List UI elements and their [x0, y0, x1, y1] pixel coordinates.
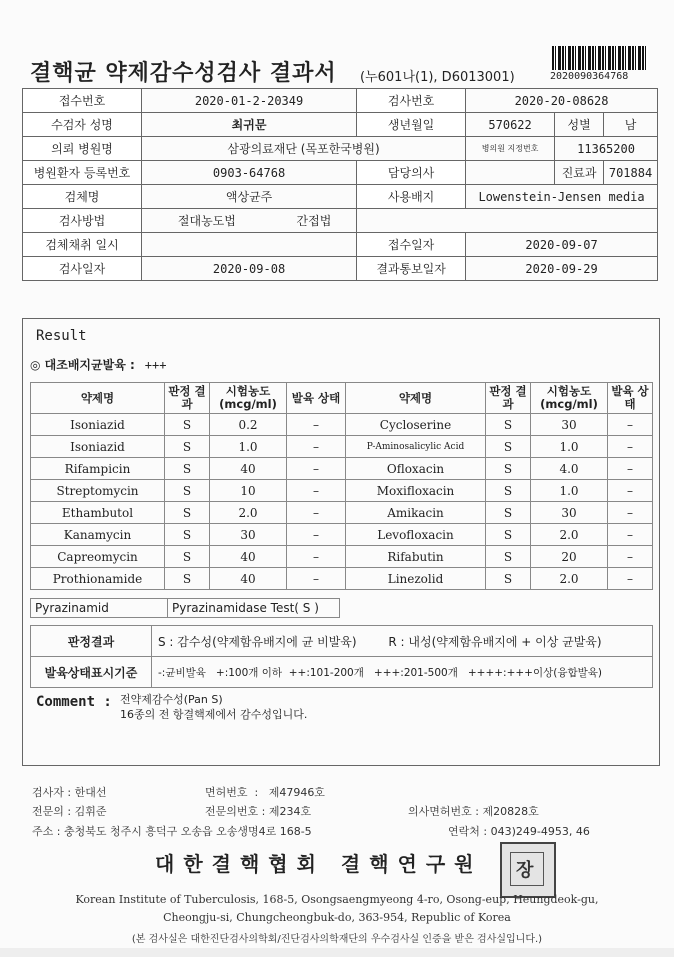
specimen-value: 액상균주	[142, 185, 357, 209]
collect-date-label: 검체채취 일시	[23, 233, 142, 257]
left-drug-cell: Isoniazid	[31, 436, 165, 458]
reg-no-label: 병원환자 등록번호	[23, 161, 142, 185]
right-growth-cell: –	[608, 414, 653, 436]
control-growth	[30, 356, 166, 373]
criteria-s: S : 감수성(약제함유배지에 균 비발육)	[158, 634, 357, 649]
right-drug-cell: Ofloxacin	[346, 458, 486, 480]
dept-value: 701884	[604, 161, 658, 185]
drug-row	[31, 524, 653, 546]
right-conc-cell: 2.0	[531, 568, 608, 590]
control-growth-label: ◎ 대조배지균발육 :	[30, 358, 135, 372]
right-growth-cell: –	[608, 480, 653, 502]
drug-row	[31, 502, 653, 524]
right-judge-cell: S	[486, 502, 531, 524]
right-drug-cell: Cycloserine	[346, 414, 486, 436]
left-judge-cell: S	[165, 414, 210, 436]
criteria-label: 판정결과	[31, 626, 152, 657]
media-label: 사용배지	[357, 185, 466, 209]
right-growth-cell: –	[608, 546, 653, 568]
right-drug-cell: Moxifloxacin	[346, 480, 486, 502]
dept-label: 진료과	[555, 161, 604, 185]
left-growth-cell: –	[287, 414, 346, 436]
left-judge-cell: S	[165, 568, 210, 590]
left-judge-cell: S	[165, 546, 210, 568]
test-no-label: 검사번호	[357, 89, 466, 113]
document-title: 결핵균 약제감수성검사 결과서	[30, 61, 337, 86]
criteria-r: R : 내성(약제함유배지에 + 이상 균발육)	[388, 634, 602, 649]
english-address-line-2: Cheongju-si, Chungcheongbuk-do, 363-954, Republic of Korea	[163, 911, 511, 924]
left-drug-cell: Capreomycin	[31, 546, 165, 568]
header-drug-left: 약제명	[31, 383, 165, 414]
method-label: 검사방법	[23, 209, 142, 233]
bottom-edge	[0, 948, 674, 957]
right-growth-cell: –	[608, 568, 653, 590]
left-conc-cell: 40	[210, 458, 287, 480]
method-blank	[357, 209, 658, 233]
receive-date-value: 2020-09-07	[466, 233, 658, 257]
comment-line-2: 16종의 전 항결핵제에서 감수성입니다.	[120, 708, 308, 721]
left-judge-cell: S	[165, 436, 210, 458]
left-conc-cell: 10	[210, 480, 287, 502]
right-judge-cell: S	[486, 414, 531, 436]
hospital-label: 의뢰 병원명	[23, 137, 142, 161]
drug-row	[31, 458, 653, 480]
left-conc-cell: 1.0	[210, 436, 287, 458]
right-drug-cell: Rifabutin	[346, 546, 486, 568]
pza-value: Pyrazinamidase Test( S )	[168, 599, 340, 618]
receive-date-label: 접수일자	[357, 233, 466, 257]
patient-name-value: 최귀문	[142, 113, 357, 137]
header-growth-right: 발육 상태	[608, 383, 653, 414]
right-judge-cell: S	[486, 458, 531, 480]
doctor-license-no: 의사면허번호 : 제20828호	[408, 805, 539, 818]
specialist: 전문의 : 김휘준	[32, 805, 107, 818]
hospital-value: 삼광의료재단 (목포한국병원)	[142, 137, 466, 161]
right-drug-cell: Levofloxacin	[346, 524, 486, 546]
left-growth-cell: –	[287, 546, 346, 568]
drug-susceptibility-table	[30, 382, 653, 590]
contact: 연락처 : 043)249-4953, 46	[448, 825, 590, 838]
sex-value: 남	[604, 113, 658, 137]
sex-label: 성별	[555, 113, 604, 137]
barcode-number: 2020090364768	[550, 71, 629, 82]
specialist-no: 전문의번호 : 제234호	[205, 805, 312, 818]
left-drug-cell: Prothionamide	[31, 568, 165, 590]
report-date-value: 2020-09-29	[466, 257, 658, 281]
left-drug-cell: Ethambutol	[31, 502, 165, 524]
patient-name-label: 수검자 성명	[23, 113, 142, 137]
dob-value: 570622	[466, 113, 555, 137]
growth-criteria-text: -:균비발육 +:100개 이하 ++:101-200개 +++:201-500개 ++++:+++이상(융합발육)	[152, 657, 653, 688]
left-growth-cell: –	[287, 436, 346, 458]
official-seal	[500, 842, 556, 898]
left-drug-cell: Kanamycin	[31, 524, 165, 546]
left-growth-cell: –	[287, 524, 346, 546]
header-conc-left: 시험농도 (mcg/ml)	[210, 383, 287, 414]
receipt-no-label: 접수번호	[23, 89, 142, 113]
collect-date-value	[142, 233, 357, 257]
right-judge-cell: S	[486, 524, 531, 546]
left-growth-cell: –	[287, 568, 346, 590]
right-judge-cell: S	[486, 480, 531, 502]
control-growth-value: +++	[144, 358, 167, 372]
drug-row	[31, 546, 653, 568]
certification-note: (본 검사실은 대한진단검사의학회/진단검사의학재단의 우수검사실 인증을 받은 검사실입니다.)	[131, 934, 543, 945]
right-conc-cell: 30	[531, 414, 608, 436]
right-conc-cell: 1.0	[531, 436, 608, 458]
left-conc-cell: 30	[210, 524, 287, 546]
right-conc-cell: 1.0	[531, 480, 608, 502]
left-growth-cell: –	[287, 480, 346, 502]
right-growth-cell: –	[608, 458, 653, 480]
header-judge-left: 판정 결과	[165, 383, 210, 414]
right-growth-cell: –	[608, 502, 653, 524]
growth-criteria-label: 발육상태표시기준	[31, 657, 152, 688]
specimen-label: 검체명	[23, 185, 142, 209]
right-conc-cell: 20	[531, 546, 608, 568]
reg-no-value: 0903-64768	[142, 161, 357, 185]
left-conc-cell: 0.2	[210, 414, 287, 436]
comment-line-1: 전약제감수성(Pan S)	[120, 693, 223, 706]
left-conc-cell: 40	[210, 546, 287, 568]
receipt-no-value: 2020-01-2-20349	[142, 89, 357, 113]
right-judge-cell: S	[486, 568, 531, 590]
method-value-1: 절대농도법	[142, 209, 272, 233]
drug-row	[31, 568, 653, 590]
address: 주소 : 충청북도 청주시 흥덕구 오송읍 오송생명4로 168-5	[32, 825, 312, 838]
right-conc-cell: 4.0	[531, 458, 608, 480]
left-judge-cell: S	[165, 502, 210, 524]
left-drug-cell: Streptomycin	[31, 480, 165, 502]
patient-info-table	[22, 88, 658, 281]
comment-text	[120, 692, 307, 722]
right-conc-cell: 2.0	[531, 524, 608, 546]
right-growth-cell: –	[608, 524, 653, 546]
license-no: 면허번호 : 제47946호	[205, 786, 325, 799]
drug-row	[31, 414, 653, 436]
media-value: Lowenstein-Jensen media	[466, 185, 658, 209]
right-drug-cell: P-Aminosalicylic Acid	[346, 436, 486, 458]
exam-date-value: 2020-09-08	[142, 257, 357, 281]
hospital-code-label: 병의원 지정번호	[466, 137, 555, 161]
document-code: (누601나(1), D6013001)	[360, 70, 515, 85]
english-address-line-1: Korean Institute of Tuberculosis, 168-5, Osongsaengmyeong 4-ro, Osong-eup, Heungdeok-gu,	[75, 893, 599, 906]
header-conc-right: 시험농도 (mcg/ml)	[531, 383, 608, 414]
pza-label: Pyrazinamid	[31, 599, 168, 618]
left-conc-cell: 40	[210, 568, 287, 590]
right-judge-cell: S	[486, 436, 531, 458]
left-drug-cell: Isoniazid	[31, 414, 165, 436]
institution-name: 대한결핵협회 결핵연구원	[155, 852, 483, 876]
drug-table-body	[31, 414, 653, 590]
criteria-table	[30, 625, 653, 688]
hospital-code-value: 11365200	[555, 137, 658, 161]
test-no-value: 2020-20-08628	[466, 89, 658, 113]
left-growth-cell: –	[287, 502, 346, 524]
header-growth-left: 발육 상태	[287, 383, 346, 414]
doctor-label: 담당의사	[357, 161, 466, 185]
right-conc-cell: 30	[531, 502, 608, 524]
dob-label: 생년월일	[357, 113, 466, 137]
left-judge-cell: S	[165, 524, 210, 546]
left-conc-cell: 2.0	[210, 502, 287, 524]
method-value-2: 간접법	[272, 209, 357, 233]
right-drug-cell: Amikacin	[346, 502, 486, 524]
left-judge-cell: S	[165, 458, 210, 480]
exam-date-label: 검사일자	[23, 257, 142, 281]
seal-text: 장	[516, 860, 534, 881]
drug-row	[31, 436, 653, 458]
left-judge-cell: S	[165, 480, 210, 502]
pyrazinamide-table	[30, 598, 340, 618]
drug-row	[31, 480, 653, 502]
right-drug-cell: Linezolid	[346, 568, 486, 590]
header-judge-right: 판정 결과	[486, 383, 531, 414]
report-date-label: 결과통보일자	[357, 257, 466, 281]
examiner: 검사자 : 한대선	[32, 786, 107, 799]
right-growth-cell: –	[608, 436, 653, 458]
criteria-text	[152, 626, 653, 657]
barcode-image	[552, 46, 648, 70]
comment-label: Comment :	[36, 694, 112, 710]
left-drug-cell: Rifampicin	[31, 458, 165, 480]
header-drug-right: 약제명	[346, 383, 486, 414]
doctor-value	[466, 161, 555, 185]
right-judge-cell: S	[486, 546, 531, 568]
result-title: Result	[36, 328, 87, 344]
left-growth-cell: –	[287, 458, 346, 480]
